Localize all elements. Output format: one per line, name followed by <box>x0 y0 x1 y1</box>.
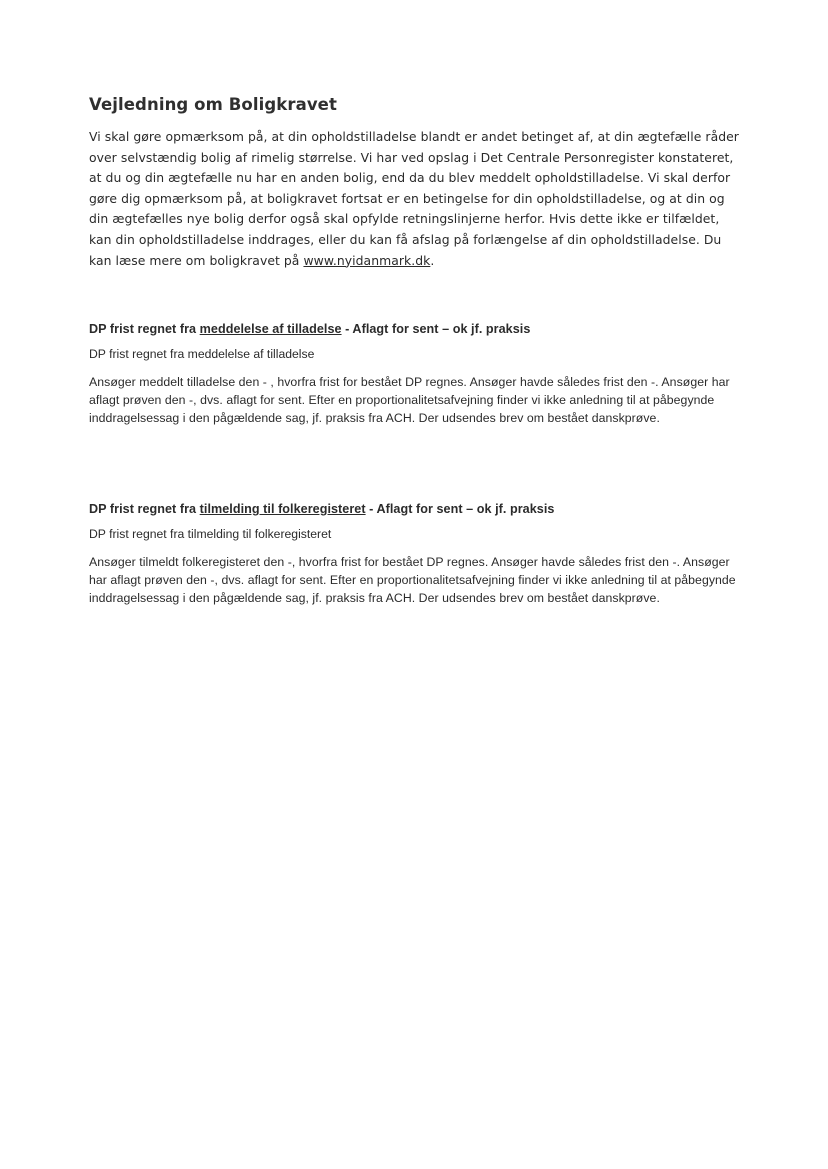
section-heading-emphasis: tilmelding til folkeregisteret <box>199 502 366 516</box>
section-heading-suffix: - Aflagt for sent – ok jf. praksis <box>365 502 555 516</box>
intro-paragraph <box>89 127 739 271</box>
document-title: Vejledning om Boligkravet <box>89 95 337 114</box>
intro-body-text: Vi skal gøre opmærksom på, at din opholdstilladelse blandt er andet betinget af, at din ægtefælle råder over selvstændig bolig af rimelig størrelse. Vi har ved opslag i Det Centrale Personregister konstateret, at du og din ægtefælle nu har en anden bolig, end da du blev meddelt opholdstilladelse. Vi skal derfor gøre dig opmærksom på, at boligkravet fortsat er en betingelse for din opholdstilladelse, og at din og din ægtefælles nye bolig derfor også skal opfylde retningslinjerne herfor. Hvis dette ikke er tilfældet, kan din opholdstilladelse inddrages, eller du kan få afslag på forlængelse af din opholdstilladelse. Du kan læse mere om boligkravet på <box>89 129 739 268</box>
intro-section <box>89 95 739 271</box>
section-heading-emphasis: meddelelse af tilladelse <box>199 322 342 336</box>
section-subtitle: DP frist regnet fra tilmelding til folkeregisteret <box>89 527 332 541</box>
section-heading-suffix: - Aflagt for sent – ok jf. praksis <box>341 322 531 336</box>
section-folkeregister <box>89 502 739 608</box>
nyidanmark-link[interactable]: www.nyidanmark.dk <box>303 252 431 268</box>
section-body: Ansøger tilmeldt folkeregisteret den -, hvorfra frist for bestået DP regnes. Ansøger havde således frist den -. Ansøger har aflagt prøven den -, dvs. aflagt for sent. Efter en proportionalitetsafvejning finder vi ikke anledning til at påbegynde inddragelsessag i den pågældende sag, jf. praksis fra ACH. Der udsendes brev om bestået danskprøve. <box>89 555 736 606</box>
section-body: Ansøger meddelt tilladelse den - , hvorfra frist for bestået DP regnes. Ansøger havde således frist den -. Ansøger har aflagt prøven den -, dvs. aflagt for sent. Efter en proportionalitetsafvejning finder vi ikke anledning til at påbegynde inddragelsessag i den pågældende sag, jf. praksis fra ACH. Der udsendes brev om bestået danskprøve. <box>89 375 730 426</box>
section-heading-prefix: DP frist regnet fra <box>89 322 200 336</box>
section-meddelelse <box>89 322 739 428</box>
section-heading <box>89 502 739 516</box>
section-heading-prefix: DP frist regnet fra <box>89 502 200 516</box>
section-subtitle: DP frist regnet fra meddelelse af tilladelse <box>89 347 315 361</box>
section-heading <box>89 322 739 336</box>
intro-body-end: . <box>430 252 435 268</box>
